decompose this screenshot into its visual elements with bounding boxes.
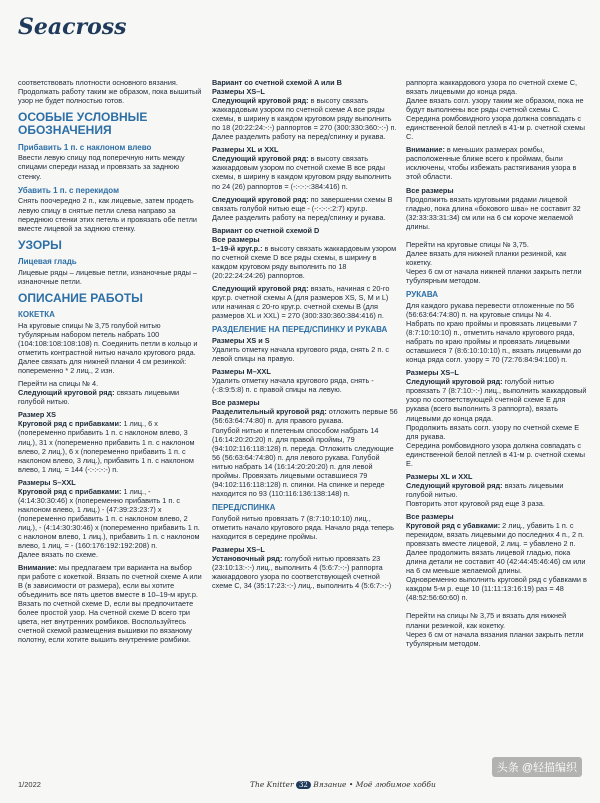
sleeves-heading: РУКАВА <box>406 290 439 300</box>
variant-xl-text: Следующий круговой ряд: в высоту связать жаккардовым узором по счетной схеме B все ряды схемы, в ширину в каждом круговом ряду выполнить по 24 (26) раппортов = (-:-:-:-:384:416) п. <box>212 154 392 191</box>
body-all-sizes-title: Все размеры <box>406 185 454 195</box>
split-xs-text: Удалить отметку начала кругового ряда, снять 2 п. с левой спицы на правую. <box>212 345 390 364</box>
variant-d-title: Вариант со счетной схемой D <box>212 225 320 235</box>
sleeve-all-text: Круговой ряд с убавками: 2 лиц., убавить 1 п. с перекидом, вязать лицевыми до последних 4 п., 2 п. провязать вместе лицевой, 2 лиц. = убавлено 2 п. Далее продолжить вязать лицевой гладью, пока длина детали не составит 40 (42:44:45:46:46) см или на 6 см меньше желаемой длины. Одновременно выполнить круговой ряд с убавками в каждом 5-м р. еще 10 (11:11:13:16:19) раз = 48 (48:52:56:60:60) п. Перейти на спицы № 3,75 и вязать для нижней планки резинкой, как кокетку. Через 6 см от начала вязания планки закрыть петли тубулярным методом. <box>406 521 587 648</box>
switch-needles-text: Перейти на спицы № 4. Следующий круговой ряд: связать лицевыми голубой нитью. <box>18 379 180 407</box>
sleeve-xl-text: Следующий круговой ряд: вязать лицевыми голубой нитью. Повторить этот круговой ряд еще 3 раза. <box>406 480 564 508</box>
abbr-decrease-text: Снять поочередно 2 п., как лицевые, затем продеть левую спицу в снятые петли слева направо за переднюю стенки этих петель и провязать обе петли вместе лицевой за заднюю стенку. <box>18 196 197 233</box>
split-all-title: Все размеры <box>212 398 260 408</box>
masthead-title: Seacross <box>18 14 127 40</box>
magazine-footer <box>250 780 436 789</box>
column-middle <box>212 78 400 594</box>
sleeve-all-title: Все размеры <box>406 511 454 521</box>
work-heading: ОПИСАНИЕ РАБОТЫ <box>18 290 143 305</box>
size-xs-title: Размер XS <box>18 410 57 420</box>
front-back-text: Голубой нитью провязать 7 (8:7:10:10:10) лиц., отметить начало кругового ряда. Начало ряда теперь находится в середине проймы. <box>212 513 394 541</box>
variant-d-text: 1–19-й круг.р.: в высоту связать жаккардовым узором по счетной схеме D все ряды схемы, в ширину в каждом круговом ряду выполнить по 18 (20:22:24:24:26) раппортов. <box>212 243 397 280</box>
size-xs-text: Круговой ряд с прибавками: 1 лиц., 6 х (попеременно прибавить 1 п. с наклоном влево, 3 лиц.), 31 х (попеременно прибавить 1 п. с наклоном влево, 2 лиц.), 6 х (попеременно прибавить 1 п. с наклоном влево, 3 лиц.), прибавить 1 п. с наклоном влево, 1 лиц. = 144 (-:-:-:-:-) п. <box>18 419 195 474</box>
front-back-heading: ПЕРЕД/СПИНКА <box>212 502 276 512</box>
issue-label: 1/2022 <box>18 780 41 789</box>
yoke-text: На круговые спицы № 3,75 голубой нитью тубулярным набором петель набрать 100 (104:108:108:108:108) п. Соединить петли в кольцо и отметить контрастной нитью начало кругового ряда. Далее связать для нижней планки 4 см резинкой: попеременно * 2 лиц., 2 изн. <box>18 320 198 376</box>
column-left <box>18 78 202 649</box>
abbr-increase-text: Ввести левую спицу под поперечную нить между спицами спереди назад и провязать за заднюю стенку. <box>18 153 185 181</box>
magazine-tagline: Вязание • Моё любимое хобби <box>313 780 436 789</box>
split-all-text: Разделительный круговой ряд: отложить первые 56 (56:63:64:74:80) п. для правого рукава. Голубой нитью и плетеным способом набрать 14 (16:14:20:20:20) п. для правой проймы, 79 (94:102:116:118:128) п. переда. Отложить следующие 56 (56:63:64:74:80) п. для левого рукава. Голубой нитью набрать 14 (16:14:20:20:20) п. для левой проймы. Провязать лицевыми оставшиеся 79 (94:102:116:118:128) п. спинки. На спинке и переде находится по 93 (110:116:136:138:148) п. <box>212 407 398 498</box>
body-all-sizes-text: Продолжить вязать круговыми рядами лицевой гладью, пока длина «бокового шва» не составит 32 (32:33:33:31:34) см или на 6 см короче желаемой длины. Перейти на круговые спицы № 3,75. Далее вязать для нижней планки резинкой, как кокетку. Через 6 см от начала нижней планки закрыть петли тубулярным методом. <box>406 194 582 285</box>
variant-xl-title: Размеры XL и XXL <box>212 145 279 155</box>
front-sizes-title: Размеры XS–L <box>212 544 265 554</box>
legend-heading: ОСОБЫЕ УСЛОВНЫЕ ОБОЗНАЧЕНИЯ <box>18 110 148 138</box>
abbr-decrease-title: Убавить 1 п. с перекидом <box>18 185 119 195</box>
abbr-increase-title: Прибавить 1 п. с наклоном влево <box>18 142 152 152</box>
variant-ab-sizes: Размеры XS–L <box>212 87 265 97</box>
stockinette-title: Лицевая гладь <box>18 256 77 266</box>
variant-ab-title: Вариант со счетной схемой A или B <box>212 78 342 87</box>
sleeves-text: Для каждого рукава перевести отложенные по 56 (56:63:64:74:80) п. на круговые спицы № 4. Набрать по краю проймы и провязать лицевыми 7 (8:7:10:10:10) п., отметить начало кругового ряда, набрать по краю проймы и провязать лицевыми оставшиеся 7 (8:6:10:10:10) п., вязать лицевыми до конца ряда согл. узору = 70 (72:76:84:94:100) п. <box>406 300 582 365</box>
stockinette-text: Лицевые ряды – лицевые петли, изнаночные ряды – изнаночные петли. <box>18 267 197 286</box>
variant-ab-text: Следующий круговой ряд: в высоту связать жаккардовым узором по счетной схеме A все ряды схемы, в ширину в каждом круговом ряду выполнить по 18 (20:22:24:-:-) раппортов = 270 (300:330:360:-:-) п. Далее разделить работу на перед/спинку и рукава. <box>212 96 397 142</box>
attention-note: Внимание: мы предлагаем три варианта на выбор при работе с кокеткой. Вязать по счетной схеме A или B (в зависимости от размера), если вы хотите объединить все пять цветов вместе в 10–19-м круг.р. Вязать по счетной схеме D, если вы предпочитаете более простой узор. На счетной схеме D всего три цвета, нет внутренних ромбиков. Воспользуйтесь счетной схемой размещения вышивки по вязаному полотну, если хотите вышить внутренние ромбики. <box>18 563 202 645</box>
watermark-label: 头条 @轻描编织 <box>492 757 582 777</box>
sleeve-xl-title: Размеры XL и XXL <box>406 471 473 481</box>
attention-note-2: Внимание: в меньших размерах ромбы, расположенные ближе всего к проймам, были исключены, чтобы избежать растягивания узора в этой области. <box>406 145 577 182</box>
sleeve-xs-l-title: Размеры XS–L <box>406 368 459 378</box>
yoke-heading: КОКЕТКА <box>18 310 55 320</box>
split-heading: РАЗДЕЛЕНИЕ НА ПЕРЕД/СПИНКУ И РУКАВА <box>212 325 388 335</box>
magazine-name: The Knitter <box>250 780 294 789</box>
intro-paragraph: соответствовать плотности основного вязания. Продолжать работу таким же образом, пока вышитый узор не будет полностью готов. <box>18 78 202 106</box>
column-right <box>406 78 590 652</box>
sleeve-xs-l-text: Следующий круговой ряд: голубой нитью провязать 7 (8:7:10:-:-) лиц., выполнить жаккардовый узор по соответствующей счетной схеме E для рукава (всего выполнить 3 раппорта), вязать лицевыми до конца ряда. Продолжить вязать согл. узору по счетной схеме E для рукава. Середина ромбовидного узора должна совпадать с единственной белой петлей в 41-м р. счетной схемы E. <box>406 377 587 468</box>
split-ml-text: Удалить отметку начала кругового ряда, снять - (-:8:9:5:8) п. с правой спицы на левую. <box>212 376 374 395</box>
variant-xl-text-2: Следующий круговой ряд: по завершении схемы B связать голубой нитью еще - (-:-:-:-:2:7) круг.р. Далее разделить работу на перед/спинку и рукава. <box>212 194 393 222</box>
size-s-xxl-title: Размеры S–XXL <box>18 477 76 487</box>
variant-d-sizes: Все размеры <box>212 234 260 244</box>
variant-d-text-2: Следующий круговой ряд: вязать, начиная с 20-го круг.р. счетной схемы A (для размеров XS, S, M и L) или начиная с 20-го круг.р. счетной схемы B (для размеров XL и XXL) = 270 (300:330:360:384:416) п. <box>212 283 390 321</box>
split-ml-title: Размеры M–XXL <box>212 367 271 377</box>
front-setup-text: Установочный ряд: голубой нитью провязать 23 (23:10:13:-:-) лиц., выполнить 4 (5:6:7:-:-) раппорта жаккардового узора по соответствующей счетной схеме C, 34 (35:17:23:-:-) лиц., выполнить 4 (5:6:7:-:-) <box>212 553 392 591</box>
continuation-text: раппорта жаккардового узора по счетной схеме C, вязать лицевыми до конца ряда. Далее вязать согл. узору таким же образом, пока не будут выполнены все ряды счетной схемы C. Середина ромбовидного узора должна совпадать с единственной белой петлей в 41-м р. счетной схемы C. <box>406 78 585 142</box>
page-number: 32 <box>296 781 311 789</box>
split-xs-title: Размеры XS и S <box>212 336 270 346</box>
size-s-xxl-text: Круговой ряд с прибавками: 1 лиц., - (4:14:30:30:46) х (попеременно прибавить 1 п. с наклоном влево, 1 лиц.) - (47:39:23:23:7) х (попеременно прибавить 1 п. с наклоном влево, 2 лиц.), - (4:14:30:30:46) х (попеременно прибавить 1 п. с наклоном влево, 1 лиц.), прибавить 1 п. с наклоном влево, 1 лиц. = - (160:176:192:192:208) п. Далее вязать по схеме. <box>18 486 200 560</box>
patterns-heading: УЗОРЫ <box>18 237 62 252</box>
